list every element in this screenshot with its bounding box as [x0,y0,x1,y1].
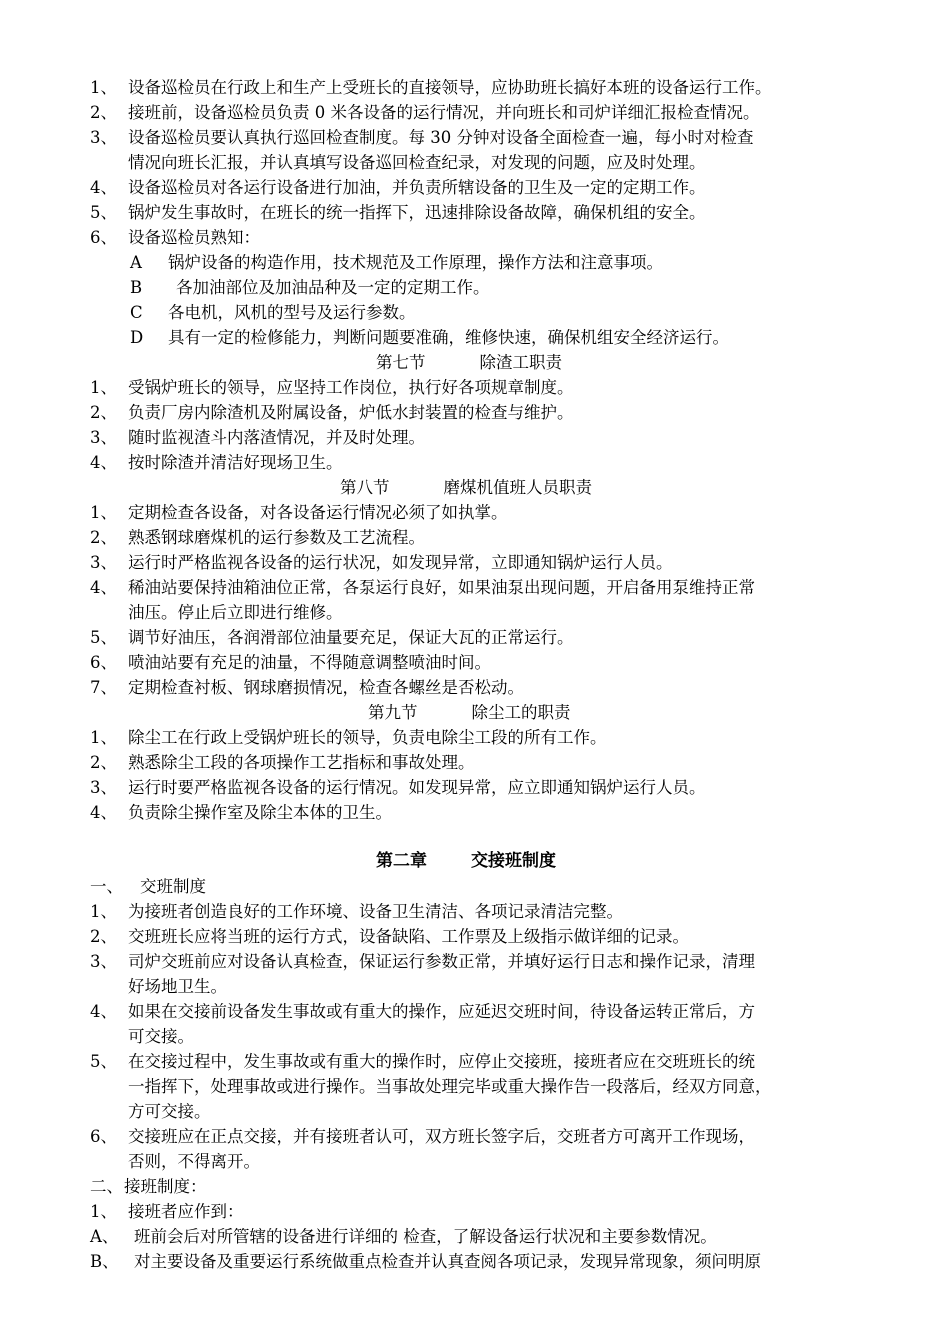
section-heading: 第八节 磨煤机值班人员职责 [340,478,592,497]
section-heading: 第七节 除渣工职责 [376,353,562,372]
chapter-heading: 第二章 交接班制度 [376,851,556,871]
document-page: 1、 设备巡检员在行政上和生产上受班长的直接领导，应协助班长搞好本班的设备运行工作。 2、 接班前，设备巡检员负责 0 米各设备的运行情况，并向班长和司炉详细汇报检查情况。 3、 设备巡检员要认真执行巡回检查制度。每 30 分钟对设备全面检查一遍，每小时对检查 情况向班长汇报，并认真填写设备巡回检查纪录，对发现的问题，应及时处理。 4、 设备巡检员对各运行设备进行加油，并负责所辖设备的卫生及一定的定期工作。 5、 锅炉发生事故时，在班长的统一指挥下，迅速排除设备故障，确保机组的安全。 6、 设备巡检员熟知： A 锅炉设备的构造作用，技术规范及工作原理，操作方法和注意事项。 B 各加油部位及加油品种及一定的定期工作。 C 各电机，风机的型号及运行参数。 D 具有一定的检修能力，判断问题要准确，维修快速，确保机组安全经济运行。 第七节 除渣工职责 1、 受锅炉班长的领导，应坚持工作岗位，执行好各项规章制度。 2、 负责厂房内除渣机及附属设备，炉低水封装置的检查与维护。 3、 随时监视渣斗内落渣情况，并及时处理。 4、 按时除渣并清洁好现场卫生。 第八节 磨煤机值班人员职责 1、 定期检查各设备，对各设备运行情况必须了如执掌。 2、 熟悉钢球磨煤机的运行参数及工艺流程。 3、 运行时严格监视各设备的运行状况，如发现异常，立即通知锅炉运行人员。 4、 稀油站要保持油箱油位正常，各泵运行良好，如果油泵出现问题，开启备用泵维持正常 油压。停止后立即进行维修。 5、 调节好油压，各润滑部位油量要充足，保证大瓦的正常运行。 6、 喷油站要有充足的油量，不得随意调整喷油时间。 7、 定期检查衬板、钢球磨损情况，检查各螺丝是否松动。 第九节 除尘工的职责 1、 除尘工在行政上受锅炉班长的领导，负责电除尘工段的所有工作。 2、 熟悉除尘工段的各项操作工艺指标和事故处理。 3、 运行时要严格监视各设备的运行情况。如发现异常，应立即通知锅炉运行人员。 4、 负责除尘操作室及除尘本体的卫生。 第二章 交接班制度 一、 交班制度 1、 为接班者创造良好的工作环境、设备卫生清洁、各项记录清洁完整。 2、 交班班长应将当班的运行方式，设备缺陷、工作票及上级指示做详细的记录。 3、 司炉交班前应对设备认真检查，保证运行参数正常，并填好运行日志和操作记录，清理 好场地卫生。 4、 如果在交接前设备发生事故或有重大的操作，应延迟交班时间，待设备运转正常后，方 可交接。 5、 在交接过程中，发生事故或有重大的操作时，应停止交接班，接班者应在交班班长的统 一指挥下，处理事故或进行操作。当事故处理完毕或重大操作告一段落后，经双方同意， 方可交接。 6、 交接班应在正点交接，并有接班者认可，双方班长签字后，交班者方可离开工作现场， 否则，不得离开。 二、 接班制度： 1、 接班者应作到： A、 班前会后对所管辖的设备进行详细的 检查，了解设备运行状况和主要参数情况。 B、 对主要设备及重要运行系统做重点检查并认真查阅各项记录，发现异常现象，须问明原 [90,78,772,1271]
section-heading: 第九节 除尘工的职责 [368,703,571,722]
